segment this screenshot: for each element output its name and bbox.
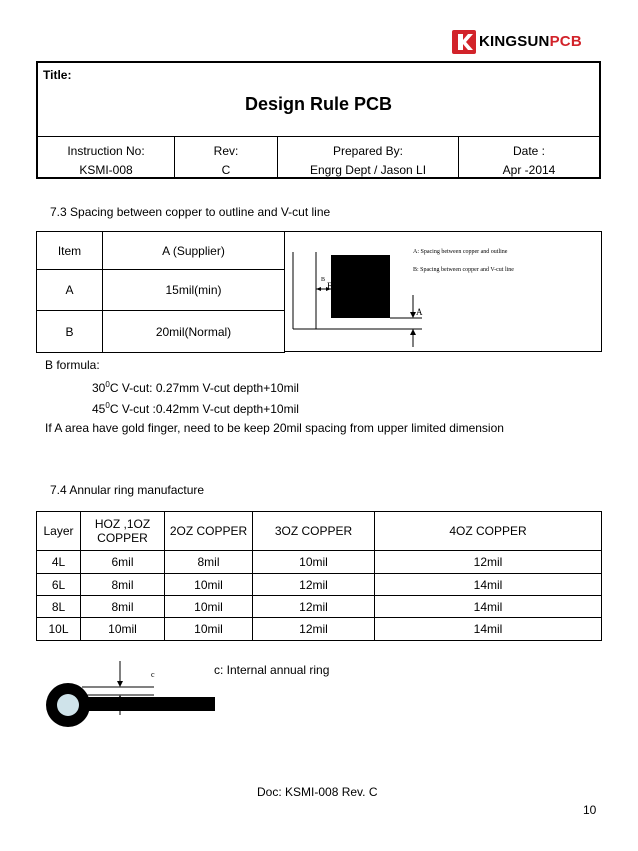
table-cell: 6mil <box>81 551 165 574</box>
ring-trace <box>68 697 215 711</box>
prepared-label: Prepared By: <box>332 144 404 158</box>
table-cell: 12mil <box>375 551 602 574</box>
table-header-cell: 4OZ COPPER <box>375 512 602 551</box>
formula-2-sup: 0 <box>105 401 110 410</box>
copper-block <box>331 255 390 318</box>
ring-label-c: c <box>151 670 155 679</box>
prepared-value: Engrg Dept / Jason LI <box>309 163 427 177</box>
spacing-table <box>36 231 285 353</box>
ring-hole <box>57 694 79 716</box>
formula-2-pre: 45 <box>92 402 106 416</box>
section-73-heading: 7.3 Spacing between copper to outline and V-cut line <box>50 205 331 219</box>
logo-text-red: PCB <box>549 33 582 50</box>
table-cell: 8mil <box>165 551 253 574</box>
table-cell: 10mil <box>253 551 375 574</box>
table-row <box>37 311 285 353</box>
rev-cell <box>175 137 278 179</box>
kingsun-logo-icon <box>452 30 476 54</box>
logo-text-black: KINGSUN <box>479 33 550 50</box>
table-header-cell: 2OZ COPPER <box>165 512 253 551</box>
prepared-cell <box>278 137 459 179</box>
rev-label: Rev: <box>213 144 239 158</box>
ring-caption: c: Internal annual ring <box>214 663 330 677</box>
table-header-cell: A (Supplier) <box>103 232 285 270</box>
formula-1-post: C V-cut: 0.27mm V-cut depth+10mil <box>109 381 299 395</box>
section-74-heading: 7.4 Annular ring manufacture <box>50 483 205 497</box>
instruction-label: Instruction No: <box>67 144 145 158</box>
table-cell: 20mil(Normal) <box>103 311 285 353</box>
table-cell: 10mil <box>165 596 253 618</box>
table-row <box>37 551 602 574</box>
table-cell: 8L <box>37 596 81 618</box>
table-cell: B <box>37 311 103 353</box>
table-cell: 12mil <box>253 596 375 618</box>
logo-text <box>479 33 582 50</box>
table-row <box>37 270 285 311</box>
annular-ring-table <box>36 511 602 641</box>
company-logo <box>452 27 592 57</box>
document-header <box>36 61 601 179</box>
formula-line-1 <box>92 380 299 395</box>
diagram-legend-a: A: Spacing between copper and outline <box>413 249 508 255</box>
footer-doc: Doc: KSMI-008 Rev. C <box>257 785 378 799</box>
diagram-legend-b: B: Spacing between copper and V-cut line <box>413 267 514 273</box>
diagram-small-b: B <box>321 277 326 283</box>
rev-value: C <box>221 163 231 177</box>
table-row <box>37 618 602 641</box>
table-header-cell: 3OZ COPPER <box>253 512 375 551</box>
table-header-cell: Item <box>37 232 103 270</box>
table-cell: 14mil <box>375 574 602 596</box>
table-header-cell: HOZ ,1OZ COPPER <box>81 512 165 551</box>
table-row <box>37 512 602 551</box>
table-cell: 12mil <box>253 574 375 596</box>
table-cell: 10mil <box>81 618 165 641</box>
table-cell: 10mil <box>165 618 253 641</box>
table-cell: 4L <box>37 551 81 574</box>
instruction-value: KSMI-008 <box>79 163 133 177</box>
formula-1-pre: 30 <box>92 381 106 395</box>
table-cell: 10L <box>37 618 81 641</box>
table-cell: 12mil <box>253 618 375 641</box>
formula-2-post: C V-cut :0.42mm V-cut depth+10mil <box>109 402 299 416</box>
table-cell: 8mil <box>81 574 165 596</box>
table-cell: 15mil(min) <box>103 270 285 311</box>
spacing-diagram <box>284 231 602 352</box>
formula-label: B formula: <box>45 358 100 372</box>
instruction-cell <box>38 137 175 179</box>
table-cell: A <box>37 270 103 311</box>
gold-finger-note: If A area have gold finger, need to be keep 20mil spacing from upper limited dimension <box>45 421 504 435</box>
table-cell: 14mil <box>375 618 602 641</box>
table-cell: 10mil <box>165 574 253 596</box>
table-row <box>37 596 602 618</box>
table-header-cell: Layer <box>37 512 81 551</box>
formula-1-sup: 0 <box>105 380 110 389</box>
table-row <box>37 232 285 270</box>
date-value: Apr -2014 <box>502 163 556 177</box>
page-number: 10 <box>583 803 597 817</box>
table-cell: 6L <box>37 574 81 596</box>
diagram-label-b: B <box>327 281 334 291</box>
table-cell: 14mil <box>375 596 602 618</box>
annular-ring-drawing <box>40 655 220 735</box>
diagram-label-a: A <box>416 307 423 317</box>
formula-line-2 <box>92 401 299 416</box>
header-info-row <box>38 136 599 179</box>
document-title: Design Rule PCB <box>244 94 393 114</box>
title-label: Title: <box>43 68 72 82</box>
table-cell: 8mil <box>81 596 165 618</box>
date-label: Date : <box>512 144 545 158</box>
table-row <box>37 574 602 596</box>
date-cell <box>459 137 599 179</box>
